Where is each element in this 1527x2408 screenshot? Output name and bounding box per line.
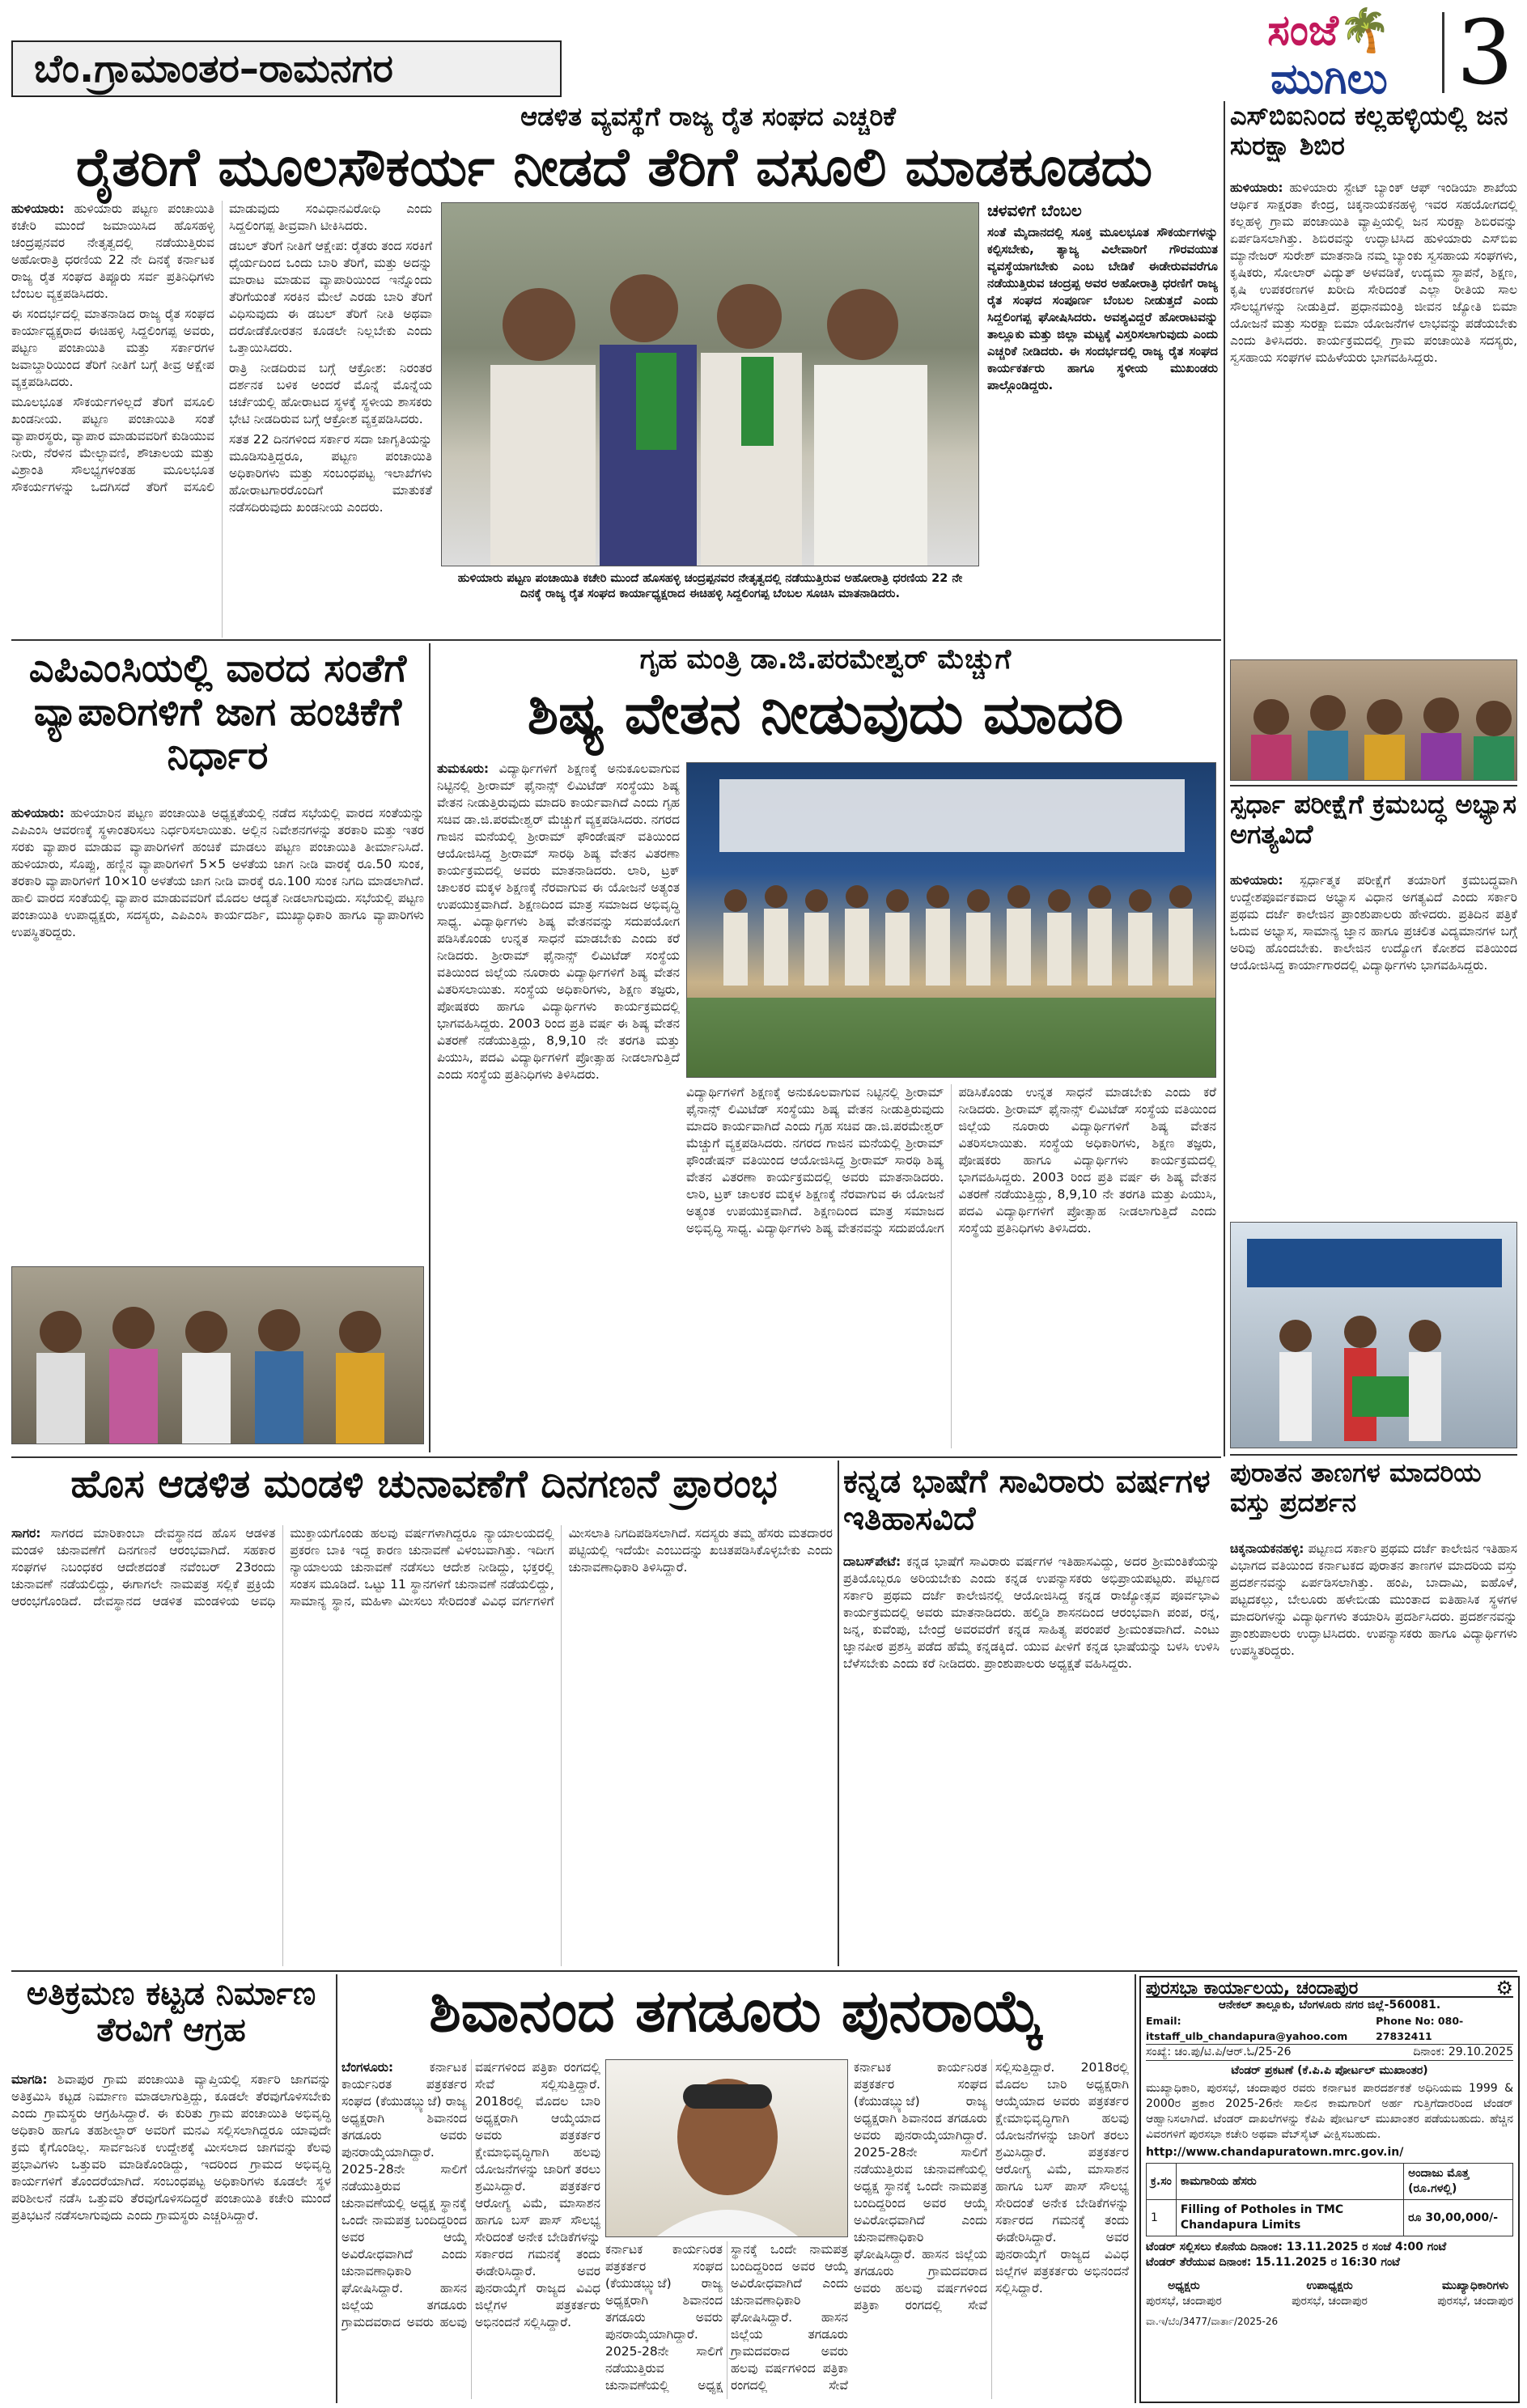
apmc-headline: ಎಪಿಎಂಸಿಯಲ್ಲಿ ವಾರದ ಸಂತೆಗೆ ವ್ಯಾಪಾರಿಗಳಿಗೆ ಜಾಗ ಹಂಚಿಕೆಗೆ ನಿರ್ಧಾರ	[28, 647, 407, 778]
lead-sidebar-text: ಸಂತೆ ಮೈದಾನದಲ್ಲಿ ಸೂಕ್ತ ಮೂಲಭೂತ ಸೌಕರ್ಯಗಳನ್ನು ಕಲ್ಪಿಸಬೇಕು, ತ್ಯಾಜ್ಯ ವಿಲೇವಾರಿಗೆ ಗೌರವಯುತ ವ್ಯವಸ್ಥೆಯಾಗಬೇಕು ಎಂಬ ಬೇಡಿಕೆ ಈಡೇರುವವರೆಗೂ ನಡೆಯುತ್ತಿರುವ ಚಂದ್ರಪ್ಪ ಅವರ ಅಹೋರಾತ್ರಿ ಧರಣಿಗೆ ರಾಜ್ಯ ರೈತ ಸಂಘದ ಸಂಪೂರ್ಣ ಬೆಂಬಲ ನೀಡುತ್ತದೆ ಎಂದು ಸಿದ್ದಲಿಂಗಪ್ಪ ಘೋಷಿಸಿದರು. ಅವಶ್ಯವಿದ್ದರೆ ಹೋರಾಟವನ್ನು ತಾಲ್ಲೂಕು ಮತ್ತು ಜಿಲ್ಲಾ ಮಟ್ಟಕ್ಕೆ ವಿಸ್ತರಿಸಲಾಗುವುದು ಎಂದು ಎಚ್ಚರಿಕೆ ನೀಡಿದರು. ಈ ಸಂದರ್ಭದಲ್ಲಿ ರಾಜ್ಯ ರೈತ ಸಂಘದ ಕಾರ್ಯಕರ್ತರು ಹಾಗೂ ಸ್ಥಳೀಯ ಮುಖಂಡರು ಪಾಲ್ಗೊಂಡಿದ್ದರು.	[987, 225, 1218, 392]
apmc-photo	[11, 1266, 424, 1444]
divider	[838, 1460, 839, 1966]
tender-col-work: ಕಾಮಗಾರಿಯ ಹೆಸರು	[1176, 2164, 1403, 2200]
divider	[1224, 101, 1225, 1456]
tender-office	[1146, 1977, 1513, 1999]
tender-col-amount: ಅಂದಾಜು ಮೊತ್ತ (ರೂ.ಗಳಲ್ಲಿ)	[1404, 2164, 1513, 2200]
tender-sign	[1146, 2279, 1222, 2309]
right-story1-body	[1230, 180, 1517, 657]
tender-sign	[1437, 2279, 1513, 2309]
palm-icon: 🌴	[1338, 6, 1391, 55]
tender-row-work: Filling of Potholes in TMC Chandapura Limits	[1176, 2200, 1403, 2236]
divider	[1230, 1454, 1517, 1456]
tender-address: ಆನೇಕಲ್ ತಾಲ್ಲೂಕು, ಬೆಂಗಳೂರು ನಗರ ಜಿಲ್ಲೆ-560081.	[1218, 1999, 1441, 2012]
shivananda-text-cont: ಕರ್ನಾಟಕ ಕಾರ್ಯನಿರತ ಪತ್ರಕರ್ತರ ಸಂಘದ (ಕೆಯುಡಬ್ಲ್ಯುಜೆ) ರಾಜ್ಯ ಅಧ್ಯಕ್ಷರಾಗಿ ಶಿವಾನಂದ ತಗಡೂರು ಅವರು ಪುನರಾಯ್ಕೆಯಾಗಿದ್ದಾರೆ. 2025-28ನೇ ಸಾಲಿಗೆ ನಡೆಯುತ್ತಿರುವ ಚುನಾವಣೆಯಲ್ಲಿ ಅಧ್ಯಕ್ಷ ಸ್ಥಾನಕ್ಕೆ ಒಂದೇ ನಾಮಪತ್ರ ಬಂದಿದ್ದರಿಂದ ಅವರ ಆಯ್ಕೆ ಅವಿರೋಧವಾಗಿದೆ ಎಂದು ಚುನಾವಣಾಧಿಕಾರಿ ಘೋಷಿಸಿದ್ದಾರೆ. ಹಾಸನ ಜಿಲ್ಲೆಯ ತಗಡೂರು ಗ್ರಾಮದವರಾದ ಅವರು ಹಲವು ವರ್ಷಗಳಿಂದ ಪತ್ರಿಕಾ ರಂಗದಲ್ಲಿ ಸೇವೆ ಸಲ್ಲಿಸುತ್ತಿದ್ದಾರೆ. 2018ರಲ್ಲಿ ಮೊದಲ ಬಾರಿ ಅಧ್ಯಕ್ಷರಾಗಿ ಆಯ್ಕೆಯಾದ ಅವರು ಪತ್ರಕರ್ತರ ಕ್ಷೇಮಾಭಿವೃದ್ಧಿಗಾಗಿ ಹಲವು ಯೋಜನೆಗಳನ್ನು ಜಾರಿಗೆ ತರಲು ಶ್ರಮಿಸಿದ್ದಾರೆ. ಪತ್ರಕರ್ತರ ಆರೋಗ್ಯ ವಿಮೆ, ಮಾಸಾಶನ ಹಾಗೂ ಬಸ್ ಪಾಸ್ ಸೌಲಭ್ಯ ಸೇರಿದಂತೆ ಅನೇಕ ಬೇಡಿಕೆಗಳನ್ನು ಸರ್ಕಾರದ ಗಮನಕ್ಕೆ ತಂದು ಈಡೇರಿಸಿದ್ದಾರೆ. ಅವರ ಪುನರಾಯ್ಕೆಗೆ ರಾಜ್ಯದ ವಿವಿಧ ಜಿಲ್ಲೆಗಳ ಪತ್ರಕರ್ತರು ಅಭಿನಂದನೆ ಸಲ್ಲಿಸಿದ್ದಾರೆ.	[854, 2060, 1129, 2313]
encroachment-dateline: ಮಾಗಡಿ:	[11, 2072, 48, 2087]
lead-sidebar	[987, 202, 1218, 631]
lead-headline: ರೈತರಿಗೆ ಮೂಲಸೌಕರ್ಯ ನೀಡದೆ ತೆರಿಗೆ ವಸೂಲಿ ಮಾಡಕೂಡದು	[75, 138, 1153, 198]
right-story3-body	[1230, 1541, 1517, 1965]
tender-website: http://www.chandapuratown.mrc.gov.in/	[1146, 2146, 1404, 2159]
right-story1-headline: ಎಸ್‌ಬಿಐನಿಂದ ಕಲ್ಲಹಳ್ಳಿಯಲ್ಲಿ ಜನ ಸುರಕ್ಷಾ ಶಿಬಿರ	[1230, 101, 1508, 161]
divider	[11, 1970, 1517, 1972]
lead-body	[11, 201, 432, 638]
lead-paragraph: ಸತತ 22 ದಿನಗಳಿಂದ ಸರ್ಕಾರ ಸದಾ ಜಾಗೃತಿಯನ್ನು ಮೂಡಿಸುತ್ತಿದ್ದರೂ, ಪಟ್ಟಣ ಪಂಚಾಯಿತಿ ಅಧಿಕಾರಿಗಳು ಮತ್ತು ಸಂಬಂಧಪಟ್ಟ ಇಲಾಖೆಗಳು ಹೋರಾಟಗಾರರೊಂದಿಗೆ ಮಾತುಕತೆ ನಡೆಸದಿರುವುದು ಖಂಡನೀಯ ಎಂದರು.	[229, 432, 432, 515]
stage-event-illustration	[1231, 1223, 1517, 1448]
right-story1-text: ಹುಳಿಯಾರು ಸ್ಟೇಟ್ ಬ್ಯಾಂಕ್ ಆಫ್ ಇಂಡಿಯಾ ಶಾಖೆಯ ಆರ್ಥಿಕ ಸಾಕ್ಷರತಾ ಕೇಂದ್ರ, ಚಿಕ್ಕನಾಯಕನಹಳ್ಳಿ ಇವರ ಸಹಯೋಗದಲ್ಲಿ ಕಲ್ಲಹಳ್ಳಿ ಗ್ರಾಮ ಪಂಚಾಯಿತಿ ವ್ಯಾಪ್ತಿಯಲ್ಲಿ ಜನ ಸುರಕ್ಷಾ ಶಿಬಿರವನ್ನು ಏರ್ಪಡಿಸಲಾಗಿತ್ತು. ಶಿಬಿರವನ್ನು ಉದ್ಘಾಟಿಸಿದ ಹುಳಿಯಾರು ಎಸ್‌ಬಿಐ ಮ್ಯಾನೇಜರ್ ಸುರೇಶ್ ಮಾತನಾಡಿ ನಮ್ಮ ಬ್ಯಾಂಕು ಸ್ವಸಹಾಯ ಸಂಘಗಳು, ಕೃಷಿಕರು, ಸೋಲಾರ್ ವಿದ್ಯುತ್ ಅಳವಡಿಕೆ, ಉದ್ಯಮ ಸ್ಥಾಪನೆ, ಶಿಕ್ಷಣ, ಕೃಷಿ ಉಪಕರಣಗಳ ಖರೀದಿ ಸೇರಿದಂತೆ ಎಲ್ಲಾ ರೀತಿಯ ಸಾಲ ಸೌಲಭ್ಯಗಳನ್ನು ನೀಡುತ್ತಿದೆ. ಪ್ರಧಾನಮಂತ್ರಿ ಜೀವನ ಜ್ಯೋತಿ ಬಿಮಾ ಯೋಜನೆ ಮತ್ತು ಸುರಕ್ಷಾ ಬಿಮಾ ಯೋಜನೆಗಳ ಲಾಭವನ್ನು ಪಡೆಯಬೇಕು ಎಂದು ತಿಳಿಸಿದರು. ಕಾರ್ಯಕ್ರಮದಲ್ಲಿ ಗ್ರಾಮ ಪಂಚಾಯಿತಿ ಸದಸ್ಯರು, ಸ್ವಸಹಾಯ ಸಂಘಗಳ ಮಹಿಳೆಯರು ಭಾಗವಹಿಸಿದ್ದರು.	[1230, 180, 1517, 365]
tender-row-sl: 1	[1147, 2200, 1177, 2236]
tender-col-sl: ಕ್ರ.ಸಂ	[1147, 2164, 1177, 2200]
masthead-logo	[1218, 6, 1440, 95]
stage-group-illustration	[687, 763, 1216, 1078]
tender-sign-place: ಪುರಸಭೆ, ಚಂದಾಪುರ	[1146, 2295, 1222, 2308]
portrait-illustration	[606, 2060, 848, 2237]
tender-table-header	[1147, 2164, 1513, 2200]
tender-body: ಮುಖ್ಯಾಧಿಕಾರಿ, ಪುರಸಭೆ, ಚಂದಾಪುರ ರವರು ಕರ್ನಾಟಕ ಪಾರದರ್ಶಕತೆ ಅಧಿನಿಯಮ 1999 & 2000ರ ಪ್ರಕಾರ 2025-26ನೇ ಸಾಲಿನ ಕಾಮಗಾರಿಗೆ ಅರ್ಹ ಗುತ್ತಿಗೆದಾರರಿಂದ ಟೆಂಡರ್ ಆಹ್ವಾನಿಸಲಾಗಿದೆ. ಟೆಂಡರ್ ದಾಖಲೆಗಳನ್ನು ಕೆಪಿಪಿ ಪೋರ್ಟಲ್ ಮುಖಾಂತರ ಪಡೆಯಬಹುದು. ಹೆಚ್ಚಿನ ವಿವರಗಳಿಗೆ ಪುರಸಭಾ ಕಚೇರಿ ಅಥವಾ ವೆಬ್‌ಸೈಟ್ ವೀಕ್ಷಿಸಬಹುದು.	[1146, 2082, 1513, 2141]
tender-sign-title: ಉಪಾಧ್ಯಕ್ಷರು	[1306, 2279, 1353, 2292]
right-story2-dateline: ಹುಳಿಯಾರು:	[1230, 873, 1283, 888]
right-story2-photo	[1230, 1222, 1517, 1448]
women-group-illustration	[1231, 660, 1517, 781]
right-story2-body	[1230, 872, 1517, 1220]
right-story3-headline: ಪುರಾತನ ತಾಣಗಳ ಮಾದರಿಯ ವಸ್ತು ಪ್ರದರ್ಶನ	[1230, 1458, 1482, 1518]
tender-deadline-open: ಟೆಂಡರ್ ತೆರೆಯುವ ದಿನಾಂಕ: 15.11.2025 ರ 16:30 ಗಂಟೆ	[1146, 2256, 1400, 2269]
shivananda-body-right	[854, 2059, 1129, 2399]
apmc-dateline: ಹುಳಿಯಾರು:	[11, 806, 65, 820]
divider	[1135, 1974, 1136, 2403]
tender-sign-title: ಅಧ್ಯಕ್ಷರು	[1168, 2279, 1200, 2292]
lead-paragraph: ಮೂಲಭೂತ ಸೌಕರ್ಯಗಳಿಲ್ಲದೆ ತೆರಿಗೆ ವಸೂಲಿ ಖಂಡನೀಯ. ಪಟ್ಟಣ ಪಂಚಾಯಿತಿ ಸಂತೆ ವ್ಯಾಪಾರಸ್ಥರು, ವ್ಯಾಪಾರ ಮಾಡುವವರಿಗೆ ಕುಡಿಯುವ ನೀರು, ನೆರಳಿನ ಮೇಲ್ಛಾವಣಿ, ಶೌಚಾಲಯ ಮತ್ತು ವಿಶ್ರಾಂತಿ ಸೌಲಭ್ಯಗಳಂತಹ ಮೂಲಭೂತ ಸೌಕರ್ಯಗಳನ್ನು ಒದಗಿಸದೆ ತೆರಿಗೆ ವಸೂಲಿ ಮಾಡುವುದು ಸಂವಿಧಾನವಿರೋಧಿ ಎಂದು ಸಿದ್ದಲಿಂಗಪ್ಪ ತೀವ್ರವಾಗಿ ಟೀಕಿಸಿದರು.	[11, 201, 432, 494]
shivananda-text: ಕರ್ನಾಟಕ ಕಾರ್ಯನಿರತ ಪತ್ರಕರ್ತರ ಸಂಘದ (ಕೆಯುಡಬ್ಲ್ಯುಜೆ) ರಾಜ್ಯ ಅಧ್ಯಕ್ಷರಾಗಿ ಶಿವಾನಂದ ತಗಡೂರು ಅವರು ಪುನರಾಯ್ಕೆಯಾಗಿದ್ದಾರೆ. 2025-28ನೇ ಸಾಲಿಗೆ ನಡೆಯುತ್ತಿರುವ ಚುನಾವಣೆಯಲ್ಲಿ ಅಧ್ಯಕ್ಷ ಸ್ಥಾನಕ್ಕೆ ಒಂದೇ ನಾಮಪತ್ರ ಬಂದಿದ್ದರಿಂದ ಅವರ ಆಯ್ಕೆ ಅವಿರೋಧವಾಗಿದೆ ಎಂದು ಚುನಾವಣಾಧಿಕಾರಿ ಘೋಷಿಸಿದ್ದಾರೆ. ಹಾಸನ ಜಿಲ್ಲೆಯ ತಗಡೂರು ಗ್ರಾಮದವರಾದ ಅವರು ಹಲವು ವರ್ಷಗಳಿಂದ ಪತ್ರಿಕಾ ರಂಗದಲ್ಲಿ ಸೇವೆ ಸಲ್ಲಿಸುತ್ತಿದ್ದಾರೆ. 2018ರಲ್ಲಿ ಮೊದಲ ಬಾರಿ ಅಧ್ಯಕ್ಷರಾಗಿ ಆಯ್ಕೆಯಾದ ಅವರು ಪತ್ರಕರ್ತರ ಕ್ಷೇಮಾಭಿವೃದ್ಧಿಗಾಗಿ ಹಲವು ಯೋಜನೆಗಳನ್ನು ಜಾರಿಗೆ ತರಲು ಶ್ರಮಿಸಿದ್ದಾರೆ. ಪತ್ರಕರ್ತರ ಆರೋಗ್ಯ ವಿಮೆ, ಮಾಸಾಶನ ಹಾಗೂ ಬಸ್ ಪಾಸ್ ಸೌಲಭ್ಯ ಸೇರಿದಂತೆ ಅನೇಕ ಬೇಡಿಕೆಗಳನ್ನು ಸರ್ಕಾರದ ಗಮನಕ್ಕೆ ತಂದು ಈಡೇರಿಸಿದ್ದಾರೆ. ಅವರ ಪುನರಾಯ್ಕೆಗೆ ರಾಜ್ಯದ ವಿವಿಧ ಜಿಲ್ಲೆಗಳ ಪತ್ರಕರ್ತರು ಅಭಿನಂದನೆ ಸಲ್ಲಿಸಿದ್ದಾರೆ.	[341, 2060, 600, 2330]
right-story2-text: ಸ್ಪರ್ಧಾತ್ಮಕ ಪರೀಕ್ಷೆಗೆ ತಯಾರಿಗೆ ಕ್ರಮಬದ್ಧವಾಗಿ ಉದ್ದೇಶಪೂರ್ವಕವಾದ ಅಭ್ಯಾಸ ವಿಧಾನ ಅಗತ್ಯವಿದೆ ಎಂದು ಸರ್ಕಾರಿ ಪ್ರಥಮ ದರ್ಜೆ ಕಾಲೇಜಿನ ಪ್ರಾಂಶುಪಾಲರು ಹೇಳಿದರು. ಪ್ರತಿದಿನ ಪತ್ರಿಕೆ ಓದುವ ಅಭ್ಯಾಸ, ಸಾಮಾನ್ಯ ಜ್ಞಾನ ಹಾಗೂ ಪ್ರಚಲಿತ ವಿದ್ಯಮಾನಗಳ ಬಗ್ಗೆ ಅರಿವು ಹೊಂದಬೇಕು. ಕಾಲೇಜಿನ ಉದ್ಯೋಗ ಕೋಶದ ವತಿಯಿಂದ ಆಯೋಜಿಸಿದ್ದ ಕಾರ್ಯಾಗಾರದಲ್ಲಿ ವಿದ್ಯಾರ್ಥಿಗಳು ಭಾಗವಹಿಸಿದ್ದರು.	[1230, 873, 1517, 973]
lead-paragraph: ಹುಳಿಯಾರು ಪಟ್ಟಣ ಪಂಚಾಯಿತಿ ಕಚೇರಿ ಮುಂದೆ ಜಮಾಯಿಸಿದ ಹೊಸಹಳ್ಳಿ ಚಂದ್ರಪ್ಪನವರ ನೇತೃತ್ವದಲ್ಲಿ ನಡೆಯುತ್ತಿರುವ ಅಹೋರಾತ್ರಿ ಧರಣಿಯ 22 ನೇ ದಿನಕ್ಕೆ ಕರ್ನಾಟಕ ರಾಜ್ಯ ರೈತ ಸಂಘದ ತಿಪ್ಪೂರು ಸರ್ವ ಪ್ರತಿನಿಧಿಗಳು ಬೆಂಬಲ ವ್ಯಕ್ತಪಡಿಸಿದರು.	[11, 201, 214, 301]
tender-title: ಟೆಂಡರ್ ಪ್ರಕಟಣೆ (ಕೆ.ಪಿ.ಪಿ ಪೋರ್ಟಲ್ ಮುಖಾಂತರ)	[1231, 2064, 1428, 2077]
scholarship-headline: ಶಿಷ್ಯ ವೇತನ ನೀಡುವುದು ಮಾದರಿ	[527, 682, 1124, 747]
tender-ref-row	[1146, 2044, 1513, 2061]
scholarship-text: ವಿದ್ಯಾರ್ಥಿಗಳಿಗೆ ಶಿಕ್ಷಣಕ್ಕೆ ಅನುಕೂಲವಾಗುವ ನಿಟ್ಟಿನಲ್ಲಿ ಶ್ರೀರಾಮ್ ಫೈನಾನ್ಸ್ ಲಿಮಿಟೆಡ್ ಸಂಸ್ಥೆಯು ಶಿಷ್ಯ ವೇತನ ನೀಡುತ್ತಿರುವುದು ಮಾದರಿ ಕಾರ್ಯವಾಗಿದೆ ಎಂದು ಗೃಹ ಸಚಿವ ಡಾ.ಜಿ.ಪರಮೇಶ್ವರ್ ಮೆಚ್ಚುಗೆ ವ್ಯಕ್ತಪಡಿಸಿದರು. ನಗರದ ಗಾಜಿನ ಮನೆಯಲ್ಲಿ ಶ್ರೀರಾಮ್ ಫೌಂಡೇಷನ್ ವತಿಯಿಂದ ಆಯೋಜಿಸಿದ್ದ ಶ್ರೀರಾಮ್ ಸಾರಥಿ ಶಿಷ್ಯ ವೇತನ ವಿತರಣಾ ಕಾರ್ಯಕ್ರಮದಲ್ಲಿ ಅವರು ಮಾತನಾಡಿದರು. ಲಾರಿ, ಟ್ರಕ್ ಚಾಲಕರ ಮಕ್ಕಳ ಶಿಕ್ಷಣಕ್ಕೆ ನೆರವಾಗುವ ಈ ಯೋಜನೆ ಅತ್ಯಂತ ಉಪಯುಕ್ತವಾಗಿದೆ. ಶಿಕ್ಷಣದಿಂದ ಮಾತ್ರ ಸಮಾಜದ ಅಭಿವೃದ್ಧಿ ಸಾಧ್ಯ. ವಿದ್ಯಾರ್ಥಿಗಳು ಶಿಷ್ಯ ವೇತನವನ್ನು ಸದುಪಯೋಗ ಪಡಿಸಿಕೊಂಡು ಉನ್ನತ ಸಾಧನೆ ಮಾಡಬೇಕು ಎಂದು ಕರೆ ನೀಡಿದರು. ಶ್ರೀರಾಮ್ ಫೈನಾನ್ಸ್ ಲಿಮಿಟೆಡ್ ಸಂಸ್ಥೆಯ ವತಿಯಿಂದ ಜಿಲ್ಲೆಯ ನೂರಾರು ವಿದ್ಯಾರ್ಥಿಗಳಿಗೆ ಶಿಷ್ಯ ವೇತನ ವಿತರಿಸಲಾಯಿತು. ಸಂಸ್ಥೆಯ ಅಧಿಕಾರಿಗಳು, ಶಿಕ್ಷಣ ತಜ್ಞರು, ಪೋಷಕರು ಹಾಗೂ ವಿದ್ಯಾರ್ಥಿಗಳು ಕಾರ್ಯಕ್ರಮದಲ್ಲಿ ಭಾಗವಹಿಸಿದ್ದರು. 2003 ರಿಂದ ಪ್ರತಿ ವರ್ಷ ಈ ಶಿಷ್ಯ ವೇತನ ವಿತರಣೆ ನಡೆಯುತ್ತಿದ್ದು, 8,9,10 ನೇ ತರಗತಿ ಮತ್ತು ಪಿಯುಸಿ, ಪದವಿ ವಿದ್ಯಾರ್ಥಿಗಳಿಗೆ ಪ್ರೋತ್ಸಾಹ ನೀಡಲಾಗುತ್ತಿದೆ ಎಂದು ಸಂಸ್ಥೆಯ ಪ್ರತಿನಿಧಿಗಳು ತಿಳಿಸಿದರು.	[437, 761, 680, 1082]
divider	[429, 643, 431, 1452]
tender-deadline-submit: ಟೆಂಡರ್ ಸಲ್ಲಿಸಲು ಕೊನೆಯ ದಿನಾಂಕ: 13.11.2025 ರ ಸಂಜೆ 4:00 ಗಂಟೆ	[1146, 2241, 1447, 2253]
table-row	[1147, 2200, 1513, 2236]
scholarship-photo	[686, 762, 1216, 1078]
tender-sign	[1292, 2279, 1368, 2309]
tender-office-name: ಪುರಸಭಾ ಕಾರ್ಯಾಲಯ, ಚಂದಾಪುರ	[1146, 1978, 1359, 1999]
right-story1-photo	[1230, 659, 1517, 781]
divider	[336, 1974, 337, 2403]
brand-part1: ಸಂಜೆ	[1267, 6, 1338, 55]
encroachment-body	[11, 2071, 331, 2399]
shivananda-headline: ಶಿವಾನಂದ ತಗಡೂರು ಪುನರಾಯ್ಕೆ	[429, 1978, 1043, 2045]
scholarship-dateline: ತುಮಕೂರು:	[437, 761, 490, 776]
tender-date: ದಿನಾಂಕ: 29.10.2025	[1413, 2046, 1513, 2058]
scholarship-body-right	[686, 1084, 1216, 1448]
tender-ref: ಸಂಖ್ಯೆ: ಚಂ.ಪು/ಟಿ.ಪಿ/ಆರ್.ಓ/25-26	[1146, 2046, 1292, 2058]
tender-contact	[1146, 2013, 1513, 2044]
scholarship-body-left	[437, 761, 680, 1448]
lead-paragraph: ಡಬಲ್ ತೆರಿಗೆ ನೀತಿಗೆ ಆಕ್ಷೇಪ: ರೈತರು ತಂದ ಸರಕಿಗೆ ಧೈರ್ಯದಿಂದ ಒಂದು ಬಾರಿ ತೆರಿಗೆ, ಮತ್ತು ಅದನ್ನು ಮಾರಾಟ ಮಾಡುವ ವ್ಯಾಪಾರಿಯಿಂದ ಇನ್ನೊಂದು ತೆರಿಗೆಯಂತೆ ಸರಕಿನ ಮೇಲೆ ಎರಡು ಬಾರಿ ತೆರಿಗೆ ವಿಧಿಸುವುದು ಈ ಡಬಲ್ ತೆರಿಗೆ ನೀತಿ ಅಥವಾ ದರೋಡೆಕೋರತನ ಕೂಡಲೇ ನಿಲ್ಲಬೇಕು ಎಂದು ಒತ್ತಾಯಿಸಿದರು.	[229, 239, 432, 355]
brand-part2: ಮುಗಿಲು	[1270, 55, 1388, 95]
tender-phone: Phone No: 080-27832411	[1376, 2015, 1464, 2042]
apmc-body	[11, 805, 424, 1258]
right-story3-dateline: ಚಿಕ್ಕನಾಯಕನಹಳ್ಳಿ:	[1230, 1541, 1304, 1556]
right-story3-text: ಪಟ್ಟಣದ ಸರ್ಕಾರಿ ಪ್ರಥಮ ದರ್ಜೆ ಕಾಲೇಜಿನ ಇತಿಹಾಸ ವಿಭಾಗದ ವತಿಯಿಂದ ಕರ್ನಾಟಕದ ಪುರಾತನ ತಾಣಗಳ ಮಾದರಿಯ ವಸ್ತು ಪ್ರದರ್ಶನವನ್ನು ಏರ್ಪಡಿಸಲಾಗಿತ್ತು. ಹಂಪಿ, ಬಾದಾಮಿ, ಐಹೊಳೆ, ಪಟ್ಟದಕಲ್ಲು, ಬೇಲೂರು ಹಳೇಬೀಡು ಮುಂತಾದ ಐತಿಹಾಸಿಕ ಸ್ಥಳಗಳ ಮಾದರಿಗಳನ್ನು ವಿದ್ಯಾರ್ಥಿಗಳು ತಯಾರಿಸಿ ಪ್ರದರ್ಶಿಸಿದರು. ಪ್ರದರ್ಶನವನ್ನು ಪ್ರಾಂಶುಪಾಲರು ಉದ್ಘಾಟಿಸಿದರು. ಉಪನ್ಯಾಸಕರು ಹಾಗೂ ವಿದ್ಯಾರ್ಥಿಗಳು ಉಪಸ್ಥಿತರಿದ್ದರು.	[1230, 1541, 1517, 1658]
municipal-emblem-icon: ⚙	[1495, 1977, 1513, 1999]
tender-sign-place: ಪುರಸಭೆ, ಚಂದಾಪುರ	[1292, 2295, 1368, 2308]
lead-sidebar-heading: ಚಳವಳಿಗೆ ಬೆಂಬಲ	[987, 202, 1082, 220]
encroachment-text: ಶಿವಾಪುರ ಗ್ರಾಮ ಪಂಚಾಯಿತಿ ವ್ಯಾಪ್ತಿಯಲ್ಲಿ ಸರ್ಕಾರಿ ಜಾಗವನ್ನು ಅತಿಕ್ರಮಿಸಿ ಕಟ್ಟಡ ನಿರ್ಮಾಣ ಮಾಡಲಾಗುತ್ತಿದ್ದು, ಕೂಡಲೇ ತೆರವುಗೊಳಿಸಬೇಕು ಎಂದು ಗ್ರಾಮಸ್ಥರು ಆಗ್ರಹಿಸಿದ್ದಾರೆ. ಈ ಕುರಿತು ಗ್ರಾಮ ಪಂಚಾಯಿತಿ ಅಭಿವೃದ್ಧಿ ಅಧಿಕಾರಿ ಹಾಗೂ ತಹಶೀಲ್ದಾರ್ ಅವರಿಗೆ ಮನವಿ ಸಲ್ಲಿಸಲಾಗಿದ್ದರೂ ಯಾವುದೇ ಕ್ರಮ ಕೈಗೊಂಡಿಲ್ಲ. ಸಾರ್ವಜನಿಕ ಉದ್ದೇಶಕ್ಕೆ ಮೀಸಲಾದ ಜಾಗವನ್ನು ಕೆಲವು ಪ್ರಭಾವಿಗಳು ಒತ್ತುವರಿ ಮಾಡಿಕೊಂಡಿದ್ದು, ಇದರಿಂದ ಗ್ರಾಮದ ಅಭಿವೃದ್ಧಿ ಕಾರ್ಯಗಳಿಗೆ ತೊಂದರೆಯಾಗಿದೆ. ಸಂಬಂಧಪಟ್ಟ ಅಧಿಕಾರಿಗಳು ಕೂಡಲೇ ಸ್ಥಳ ಪರಿಶೀಲನೆ ನಡೆಸಿ ಒತ್ತುವರಿ ತೆರವುಗೊಳಿಸದಿದ್ದರೆ ಪಂಚಾಯಿತಿ ಕಚೇರಿ ಮುಂದೆ ಪ್ರತಿಭಟನೆ ನಡೆಸಲಾಗುವುದು ಎಂದು ಗ್ರಾಮಸ್ಥರು ಎಚ್ಚರಿಸಿದ್ದಾರೆ.	[11, 2072, 331, 2223]
scholarship-kicker: ಗೃಹ ಮಂತ್ರಿ ಡಾ.ಜಿ.ಪರಮೇಶ್ವರ್ ಮೆಚ್ಚುಗೆ	[639, 643, 1012, 676]
tender-table	[1146, 2163, 1513, 2236]
kannada-dateline: ದಾಬಸ್‌ಪೇಟೆ:	[843, 1554, 901, 1569]
page-number: 3	[1457, 8, 1513, 97]
lead-photo	[441, 202, 979, 566]
officials-illustration	[12, 1267, 424, 1444]
election-headline: ಹೊಸ ಆಡಳಿತ ಮಂಡಳಿ ಚುನಾವಣೆಗೆ ದಿನಗಣನೆ ಪ್ರಾರಂಭ	[70, 1463, 778, 1507]
protesters-illustration	[442, 203, 979, 566]
divider	[1230, 785, 1517, 786]
shivananda-body-left	[341, 2059, 600, 2399]
tender-row-amount: ರೂ 30,00,000/-	[1404, 2200, 1513, 2236]
masthead	[1218, 6, 1440, 95]
shivananda-dateline: ಬೆಂಗಳೂರು:	[341, 2060, 394, 2075]
right-story1-dateline: ಹುಳಿಯಾರು:	[1230, 180, 1283, 195]
tender-sign-title: ಮುಖ್ಯಾಧಿಕಾರಿಗಳು	[1442, 2279, 1509, 2292]
section-label: ಬೆಂ.ಗ್ರಾಮಾಂತರ–ರಾಮನಗರ	[11, 40, 562, 97]
scholarship-text-cont: ವಿದ್ಯಾರ್ಥಿಗಳಿಗೆ ಶಿಕ್ಷಣಕ್ಕೆ ಅನುಕೂಲವಾಗುವ ನಿಟ್ಟಿನಲ್ಲಿ ಶ್ರೀರಾಮ್ ಫೈನಾನ್ಸ್ ಲಿಮಿಟೆಡ್ ಸಂಸ್ಥೆಯು ಶಿಷ್ಯ ವೇತನ ನೀಡುತ್ತಿರುವುದು ಮಾದರಿ ಕಾರ್ಯವಾಗಿದೆ ಎಂದು ಗೃಹ ಸಚಿವ ಡಾ.ಜಿ.ಪರಮೇಶ್ವರ್ ಮೆಚ್ಚುಗೆ ವ್ಯಕ್ತಪಡಿಸಿದರು. ನಗರದ ಗಾಜಿನ ಮನೆಯಲ್ಲಿ ಶ್ರೀರಾಮ್ ಫೌಂಡೇಷನ್ ವತಿಯಿಂದ ಆಯೋಜಿಸಿದ್ದ ಶ್ರೀರಾಮ್ ಸಾರಥಿ ಶಿಷ್ಯ ವೇತನ ವಿತರಣಾ ಕಾರ್ಯಕ್ರಮದಲ್ಲಿ ಅವರು ಮಾತನಾಡಿದರು. ಲಾರಿ, ಟ್ರಕ್ ಚಾಲಕರ ಮಕ್ಕಳ ಶಿಕ್ಷಣಕ್ಕೆ ನೆರವಾಗುವ ಈ ಯೋಜನೆ ಅತ್ಯಂತ ಉಪಯುಕ್ತವಾಗಿದೆ. ಶಿಕ್ಷಣದಿಂದ ಮಾತ್ರ ಸಮಾಜದ ಅಭಿವೃದ್ಧಿ ಸಾಧ್ಯ. ವಿದ್ಯಾರ್ಥಿಗಳು ಶಿಷ್ಯ ವೇತನವನ್ನು ಸದುಪಯೋಗ ಪಡಿಸಿಕೊಂಡು ಉನ್ನತ ಸಾಧನೆ ಮಾಡಬೇಕು ಎಂದು ಕರೆ ನೀಡಿದರು. ಶ್ರೀರಾಮ್ ಫೈನಾನ್ಸ್ ಲಿಮಿಟೆಡ್ ಸಂಸ್ಥೆಯ ವತಿಯಿಂದ ಜಿಲ್ಲೆಯ ನೂರಾರು ವಿದ್ಯಾರ್ಥಿಗಳಿಗೆ ಶಿಷ್ಯ ವೇತನ ವಿತರಿಸಲಾಯಿತು. ಸಂಸ್ಥೆಯ ಅಧಿಕಾರಿಗಳು, ಶಿಕ್ಷಣ ತಜ್ಞರು, ಪೋಷಕರು ಹಾಗೂ ವಿದ್ಯಾರ್ಥಿಗಳು ಕಾರ್ಯಕ್ರಮದಲ್ಲಿ ಭಾಗವಹಿಸಿದ್ದರು. 2003 ರಿಂದ ಪ್ರತಿ ವರ್ಷ ಈ ಶಿಷ್ಯ ವೇತನ ವಿತರಣೆ ನಡೆಯುತ್ತಿದ್ದು, 8,9,10 ನೇ ತರಗತಿ ಮತ್ತು ಪಿಯುಸಿ, ಪದವಿ ವಿದ್ಯಾರ್ಥಿಗಳಿಗೆ ಪ್ರೋತ್ಸಾಹ ನೀಡಲಾಗುತ್ತಿದೆ ಎಂದು ಸಂಸ್ಥೆಯ ಪ್ರತಿನಿಧಿಗಳು ತಿಳಿಸಿದರು.	[686, 1085, 1216, 1236]
right-story2-headline: ಸ್ಪರ್ಧಾ ಪರೀಕ್ಷೆಗೆ ಕ್ರಮಬದ್ಧ ಅಭ್ಯಾಸ ಅಗತ್ಯವಿದೆ	[1230, 790, 1517, 850]
apmc-text: ಹುಳಿಯಾರಿನ ಪಟ್ಟಣ ಪಂಚಾಯಿತಿ ಅಧ್ಯಕ್ಷತೆಯಲ್ಲಿ ನಡೆದ ಸಭೆಯಲ್ಲಿ ವಾರದ ಸಂತೆಯನ್ನು ಎಪಿಎಂಸಿ ಆವರಣಕ್ಕೆ ಸ್ಥಳಾಂತರಿಸಲು ನಿರ್ಧರಿಸಲಾಯಿತು. ಅಲ್ಲಿನ ನಿವೇಶನಗಳನ್ನು ತರಕಾರಿ ಮತ್ತು ಇತರ ಸರಕು ವ್ಯಾಪಾರ ಮಾಡುವ ವ್ಯಾಪಾರಿಗಳಿಗೆ ಹಂಚಿಕೆ ಮಾಡಲು ಪಟ್ಟಣ ಪಂಚಾಯಿತಿ ತೀರ್ಮಾನಿಸಿದೆ. ಹುಳಿಯಾರು, ಸೊಪ್ಪು, ಹಣ್ಣಿನ ವ್ಯಾಪಾರಿಗಳಿಗೆ 5×5 ಅಳತೆಯ ಜಾಗ ನೀಡಿ ವಾರಕ್ಕೆ ರೂ.50 ಸುಂಕ, ತರಕಾರಿ ವ್ಯಾಪಾರಿಗಳಿಗೆ 10×10 ಅಳತೆಯ ಜಾಗ ನೀಡಿ ವಾರಕ್ಕೆ ರೂ.100 ಸುಂಕ ನಿಗದಿ ಮಾಡಲಾಗಿದೆ. ಹಾಲಿ ವಾರದ ಸಂತೆಯಲ್ಲಿ ವ್ಯಾಪಾರ ಮಾಡುವವರಿಗೆ ಮೊದಲ ಆದ್ಯತೆ ನೀಡಲಾಗುವುದು. ಸಭೆಯಲ್ಲಿ ಪಟ್ಟಣ ಪಂಚಾಯಿತಿ ಉಪಾಧ್ಯಕ್ಷರು, ಸದಸ್ಯರು, ಎಪಿಎಂಸಿ ಕಾರ್ಯದರ್ಶಿ, ಮುಖ್ಯಾಧಿಕಾರಿ ಹಾಗೂ ವ್ಯಾಪಾರಿಗಳು ಉಪಸ್ಥಿತರಿದ್ದರು.	[11, 806, 424, 939]
lead-paragraph: ರಾತ್ರಿ ನೀಡದಿರುವ ಬಗ್ಗೆ ಆಕ್ರೋಶ: ನಿರಂತರ ದರ್ಶನಕ ಬಳಿಕ ಅಂದರೆ ಮೊನ್ನೆ ಮೊನ್ನೆಯ ಚರ್ಚೆಯಲ್ಲಿ ಹೋರಾಟದ ಸ್ಥಳಕ್ಕೆ ಸ್ಥಳೀಯ ಶಾಸಕರು ಭೇಟಿ ನೀಡದಿರುವ ಬಗ್ಗೆ ಆಕ್ರೋಶ ವ್ಯಕ್ತಪಡಿಸಿದರು.	[229, 361, 432, 426]
kannada-body	[843, 1554, 1219, 1966]
tender-notice	[1139, 1976, 1520, 2403]
lead-dateline: ಹುಳಿಯಾರು:	[11, 201, 65, 216]
divider	[11, 1456, 1221, 1458]
divider	[11, 639, 1221, 641]
shivananda-portrait	[605, 2059, 848, 2237]
tender-email: Email: itstaff_ulb_chandapura@yahoo.com	[1146, 2015, 1348, 2042]
shivananda-text-cont: ಕರ್ನಾಟಕ ಕಾರ್ಯನಿರತ ಪತ್ರಕರ್ತರ ಸಂಘದ (ಕೆಯುಡಬ್ಲ್ಯುಜೆ) ರಾಜ್ಯ ಅಧ್ಯಕ್ಷರಾಗಿ ಶಿವಾನಂದ ತಗಡೂರು ಅವರು ಪುನರಾಯ್ಕೆಯಾಗಿದ್ದಾರೆ. 2025-28ನೇ ಸಾಲಿಗೆ ನಡೆಯುತ್ತಿರುವ ಚುನಾವಣೆಯಲ್ಲಿ ಅಧ್ಯಕ್ಷ ಸ್ಥಾನಕ್ಕೆ ಒಂದೇ ನಾಮಪತ್ರ ಬಂದಿದ್ದರಿಂದ ಅವರ ಆಯ್ಕೆ ಅವಿರೋಧವಾಗಿದೆ ಎಂದು ಚುನಾವಣಾಧಿಕಾರಿ ಘೋಷಿಸಿದ್ದಾರೆ. ಹಾಸನ ಜಿಲ್ಲೆಯ ತಗಡೂರು ಗ್ರಾಮದವರಾದ ಅವರು ಹಲವು ವರ್ಷಗಳಿಂದ ಪತ್ರಿಕಾ ರಂಗದಲ್ಲಿ ಸೇವೆ	[605, 2242, 848, 2393]
tender-signatures	[1146, 2279, 1513, 2309]
tender-footer-ref: ವಾ.ಇ/ಬೆಂ/3477/ವಾರ್ತಾ/2025-26	[1146, 2316, 1279, 2327]
kannada-headline: ಕನ್ನಡ ಭಾಷೆಗೆ ಸಾವಿರಾರು ವರ್ಷಗಳ ಇತಿಹಾಸವಿದೆ	[843, 1463, 1211, 1537]
election-body	[11, 1525, 833, 1966]
kannada-text: ಕನ್ನಡ ಭಾಷೆಗೆ ಸಾವಿರಾರು ವರ್ಷಗಳ ಇತಿಹಾಸವಿದ್ದು, ಅದರ ಶ್ರೀಮಂತಿಕೆಯನ್ನು ಪ್ರತಿಯೊಬ್ಬರೂ ಅರಿಯಬೇಕು ಎಂದು ಕನ್ನಡ ಉಪನ್ಯಾಸಕರು ಅಭಿಪ್ರಾಯಪಟ್ಟರು. ಪಟ್ಟಣದ ಸರ್ಕಾರಿ ಪ್ರಥಮ ದರ್ಜೆ ಕಾಲೇಜಿನಲ್ಲಿ ಆಯೋಜಿಸಿದ್ದ ಕನ್ನಡ ರಾಜ್ಯೋತ್ಸವ ಪೂರ್ವಭಾವಿ ಕಾರ್ಯಕ್ರಮದಲ್ಲಿ ಅವರು ಮಾತನಾಡಿದರು. ಹಲ್ಮಿಡಿ ಶಾಸನದಿಂದ ಆರಂಭವಾಗಿ ಪಂಪ, ರನ್ನ, ಜನ್ನ, ಕುವೆಂಪು, ಬೇಂದ್ರೆ ಅವರವರೆಗೆ ಕನ್ನಡ ಸಾಹಿತ್ಯ ಪರಂಪರೆ ಶ್ರೀಮಂತವಾಗಿದೆ. ಎಂಟು ಜ್ಞಾನಪೀಠ ಪ್ರಶಸ್ತಿ ಪಡೆದ ಹೆಮ್ಮೆ ಕನ್ನಡಕ್ಕಿದೆ. ಯುವ ಪೀಳಿಗೆ ಕನ್ನಡ ಭಾಷೆಯನ್ನು ಬಳಸಿ ಉಳಿಸಿ ಬೆಳೆಸಬೇಕು ಎಂದು ಕರೆ ನೀಡಿದರು. ಪ್ರಾಂಶುಪಾಲರು ಅಧ್ಯಕ್ಷತೆ ವಹಿಸಿದ್ದರು.	[843, 1554, 1219, 1671]
tender-sign-place: ಪುರಸಭೆ, ಚಂದಾಪುರ	[1437, 2295, 1513, 2308]
lead-kicker: ಆಡಳಿತ ವ್ಯವಸ್ಥೆಗೆ ರಾಜ್ಯ ರೈತ ಸಂಘದ ಎಚ್ಚರಿಕೆ	[520, 101, 896, 132]
lead-photo-caption: ಹುಳಿಯಾರು ಪಟ್ಟಣ ಪಂಚಾಯಿತಿ ಕಚೇರಿ ಮುಂದೆ ಹೊಸಹಳ್ಳಿ ಚಂದ್ರಪ್ಪನವರ ನೇತೃತ್ವದಲ್ಲಿ ನಡೆಯುತ್ತಿರುವ ಅಹೋರಾತ್ರಿ ಧರಣಿಯ 22 ನೇ ದಿನಕ್ಕೆ ರಾಜ್ಯ ರೈತ ಸಂಘದ ಕಾರ್ಯಾಧ್ಯಕ್ಷರಾದ ಈಚಿಹಳ್ಳಿ ಸಿದ್ದಲಿಂಗಪ್ಪ ಬೆಂಬಲ ಸೂಚಿಸಿ ಮಾತನಾಡಿದರು.	[457, 572, 963, 600]
election-text: ಸಾಗರದ ಮಾರಿಕಾಂಬಾ ದೇವಸ್ಥಾನದ ಹೊಸ ಆಡಳಿತ ಮಂಡಳಿ ಚುನಾವಣೆಗೆ ದಿನಗಣನೆ ಆರಂಭವಾಗಿದೆ. ಸಹಕಾರ ಸಂಘಗಳ ನಿಬಂಧಕರ ಆದೇಶದಂತೆ ನವೆಂಬರ್ 23ರಂದು ಚುನಾವಣೆ ನಡೆಯಲಿದ್ದು, ಈಗಾಗಲೇ ನಾಮಪತ್ರ ಸಲ್ಲಿಕೆ ಪ್ರಕ್ರಿಯೆ ಆರಂಭಗೊಂಡಿದೆ. ದೇವಸ್ಥಾನದ ಆಡಳಿತ ಮಂಡಳಿಯ ಅವಧಿ ಮುಕ್ತಾಯಗೊಂಡು ಹಲವು ವರ್ಷಗಳಾಗಿದ್ದರೂ ನ್ಯಾಯಾಲಯದಲ್ಲಿ ಪ್ರಕರಣ ಬಾಕಿ ಇದ್ದ ಕಾರಣ ಚುನಾವಣೆ ವಿಳಂಬವಾಗಿತ್ತು. ಇದೀಗ ನ್ಯಾಯಾಲಯ ಚುನಾವಣೆ ನಡೆಸಲು ಆದೇಶ ನೀಡಿದ್ದು, ಭಕ್ತರಲ್ಲಿ ಸಂತಸ ಮೂಡಿದೆ. ಒಟ್ಟು 11 ಸ್ಥಾನಗಳಿಗೆ ಚುನಾವಣೆ ನಡೆಯಲಿದ್ದು, ಸಾಮಾನ್ಯ ಸ್ಥಾನ, ಮಹಿಳಾ ಮೀಸಲು ಸೇರಿದಂತೆ ವಿವಿಧ ವರ್ಗಗಳಿಗೆ ಮೀಸಲಾತಿ ನಿಗದಿಪಡಿಸಲಾಗಿದೆ. ಸದಸ್ಯರು ತಮ್ಮ ಹೆಸರು ಮತದಾರರ ಪಟ್ಟಿಯಲ್ಲಿ ಇದೆಯೇ ಎಂಬುದನ್ನು ಖಚಿತಪಡಿಸಿಕೊಳ್ಳಬೇಕು ಎಂದು ಚುನಾವಣಾಧಿಕಾರಿ ತಿಳಿಸಿದ್ದಾರೆ.	[11, 1526, 833, 1609]
encroachment-headline: ಅತಿಕ್ರಮಣ ಕಟ್ಟಡ ನಿರ್ಮಾಣ ತೆರವಿಗೆ ಆಗ್ರಹ	[26, 1976, 316, 2049]
header-divider	[1442, 12, 1444, 93]
election-dateline: ಸಾಗರ:	[11, 1526, 41, 1541]
lead-paragraph: ಈ ಸಂದರ್ಭದಲ್ಲಿ ಮಾತನಾಡಿದ ರಾಜ್ಯ ರೈತ ಸಂಘದ ಕಾರ್ಯಾಧ್ಯಕ್ಷರಾದ ಈಚಿಹಳ್ಳಿ ಸಿದ್ದಲಿಂಗಪ್ಪ ಅವರು, ಪಟ್ಟಣ ಪಂಚಾಯಿತಿ ಮತ್ತು ಸರ್ಕಾರಗಳ ಜವಾಬ್ದಾರಿಯಿಂದ ತೆರಿಗೆ ನೀತಿಗೆ ಬಗ್ಗೆ ತೀವ್ರ ಅಕ್ಷೇಪ ವ್ಯಕ್ತಪಡಿಸಿದರು.	[11, 307, 214, 389]
shivananda-body-mid	[605, 2241, 848, 2399]
